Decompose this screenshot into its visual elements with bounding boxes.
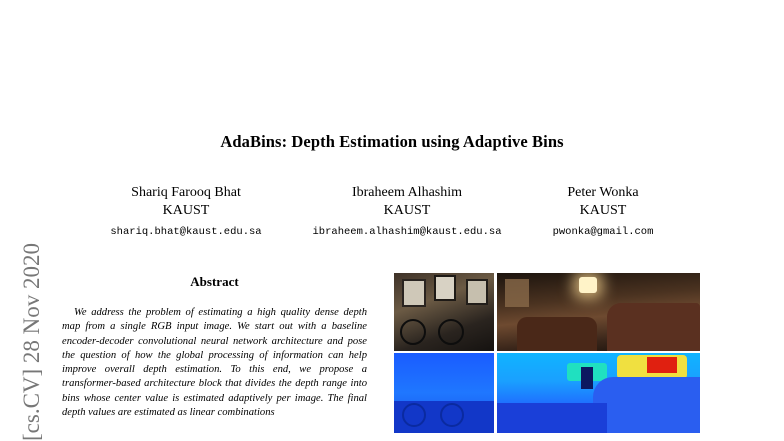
depth-region-shape (581, 367, 593, 389)
lamp-glow-shape (579, 277, 597, 293)
paper-title: AdaBins: Depth Estimation using Adaptive Bins (220, 132, 564, 151)
rgb-photo-bedroom (394, 273, 494, 351)
depth-region-shape (647, 357, 677, 373)
author-name: Shariq Farooq Bhat (131, 185, 241, 200)
author-name: Ibraheem Alhashim (351, 185, 463, 200)
depth-map-living-room (497, 353, 700, 433)
author-block (483, 184, 723, 238)
abstract-heading: Abstract (190, 274, 239, 289)
teaser-figure (394, 273, 700, 433)
window-shape (505, 279, 529, 307)
bicycle-shape (438, 319, 464, 345)
depth-region-shape (593, 377, 700, 433)
depth-map-bedroom (394, 353, 494, 433)
picture-frame-shape (434, 275, 456, 301)
depth-region-shape (402, 403, 426, 427)
sofa-shape (607, 303, 700, 351)
author-email: pwonka@gmail.com (552, 226, 654, 238)
depth-region-shape (497, 403, 607, 433)
author-affiliation: KAUST (162, 203, 210, 218)
picture-frame-shape (402, 279, 426, 307)
author-name: Peter Wonka (567, 185, 639, 200)
bicycle-shape (400, 319, 426, 345)
rgb-photo-living-room (497, 273, 700, 351)
arxiv-stamp: [cs.CV] 28 Nov 2020 (19, 242, 44, 441)
author-block (66, 184, 306, 238)
author-affiliation: KAUST (579, 203, 627, 218)
author-email: shariq.bhat@kaust.edu.sa (110, 226, 262, 238)
picture-frame-shape (466, 279, 488, 305)
abstract-text: We address the problem of estimating a high quality dense depth map from a single RGB input image. We start out with a baseline encoder-decoder convolutional neural network architecture and pose the question of how the global processing of information can help improve overall depth estimation. To this end, we propose a transformer-based architecture block that divides the depth range into bins whose center value is estimated adaptively per image. The final depth values are estimated as linear combinations (62, 307, 367, 419)
author-affiliation: KAUST (383, 203, 431, 218)
depth-region-shape (440, 403, 464, 427)
sofa-shape (517, 317, 597, 351)
author-email: ibraheem.alhashim@kaust.edu.sa (312, 226, 502, 238)
